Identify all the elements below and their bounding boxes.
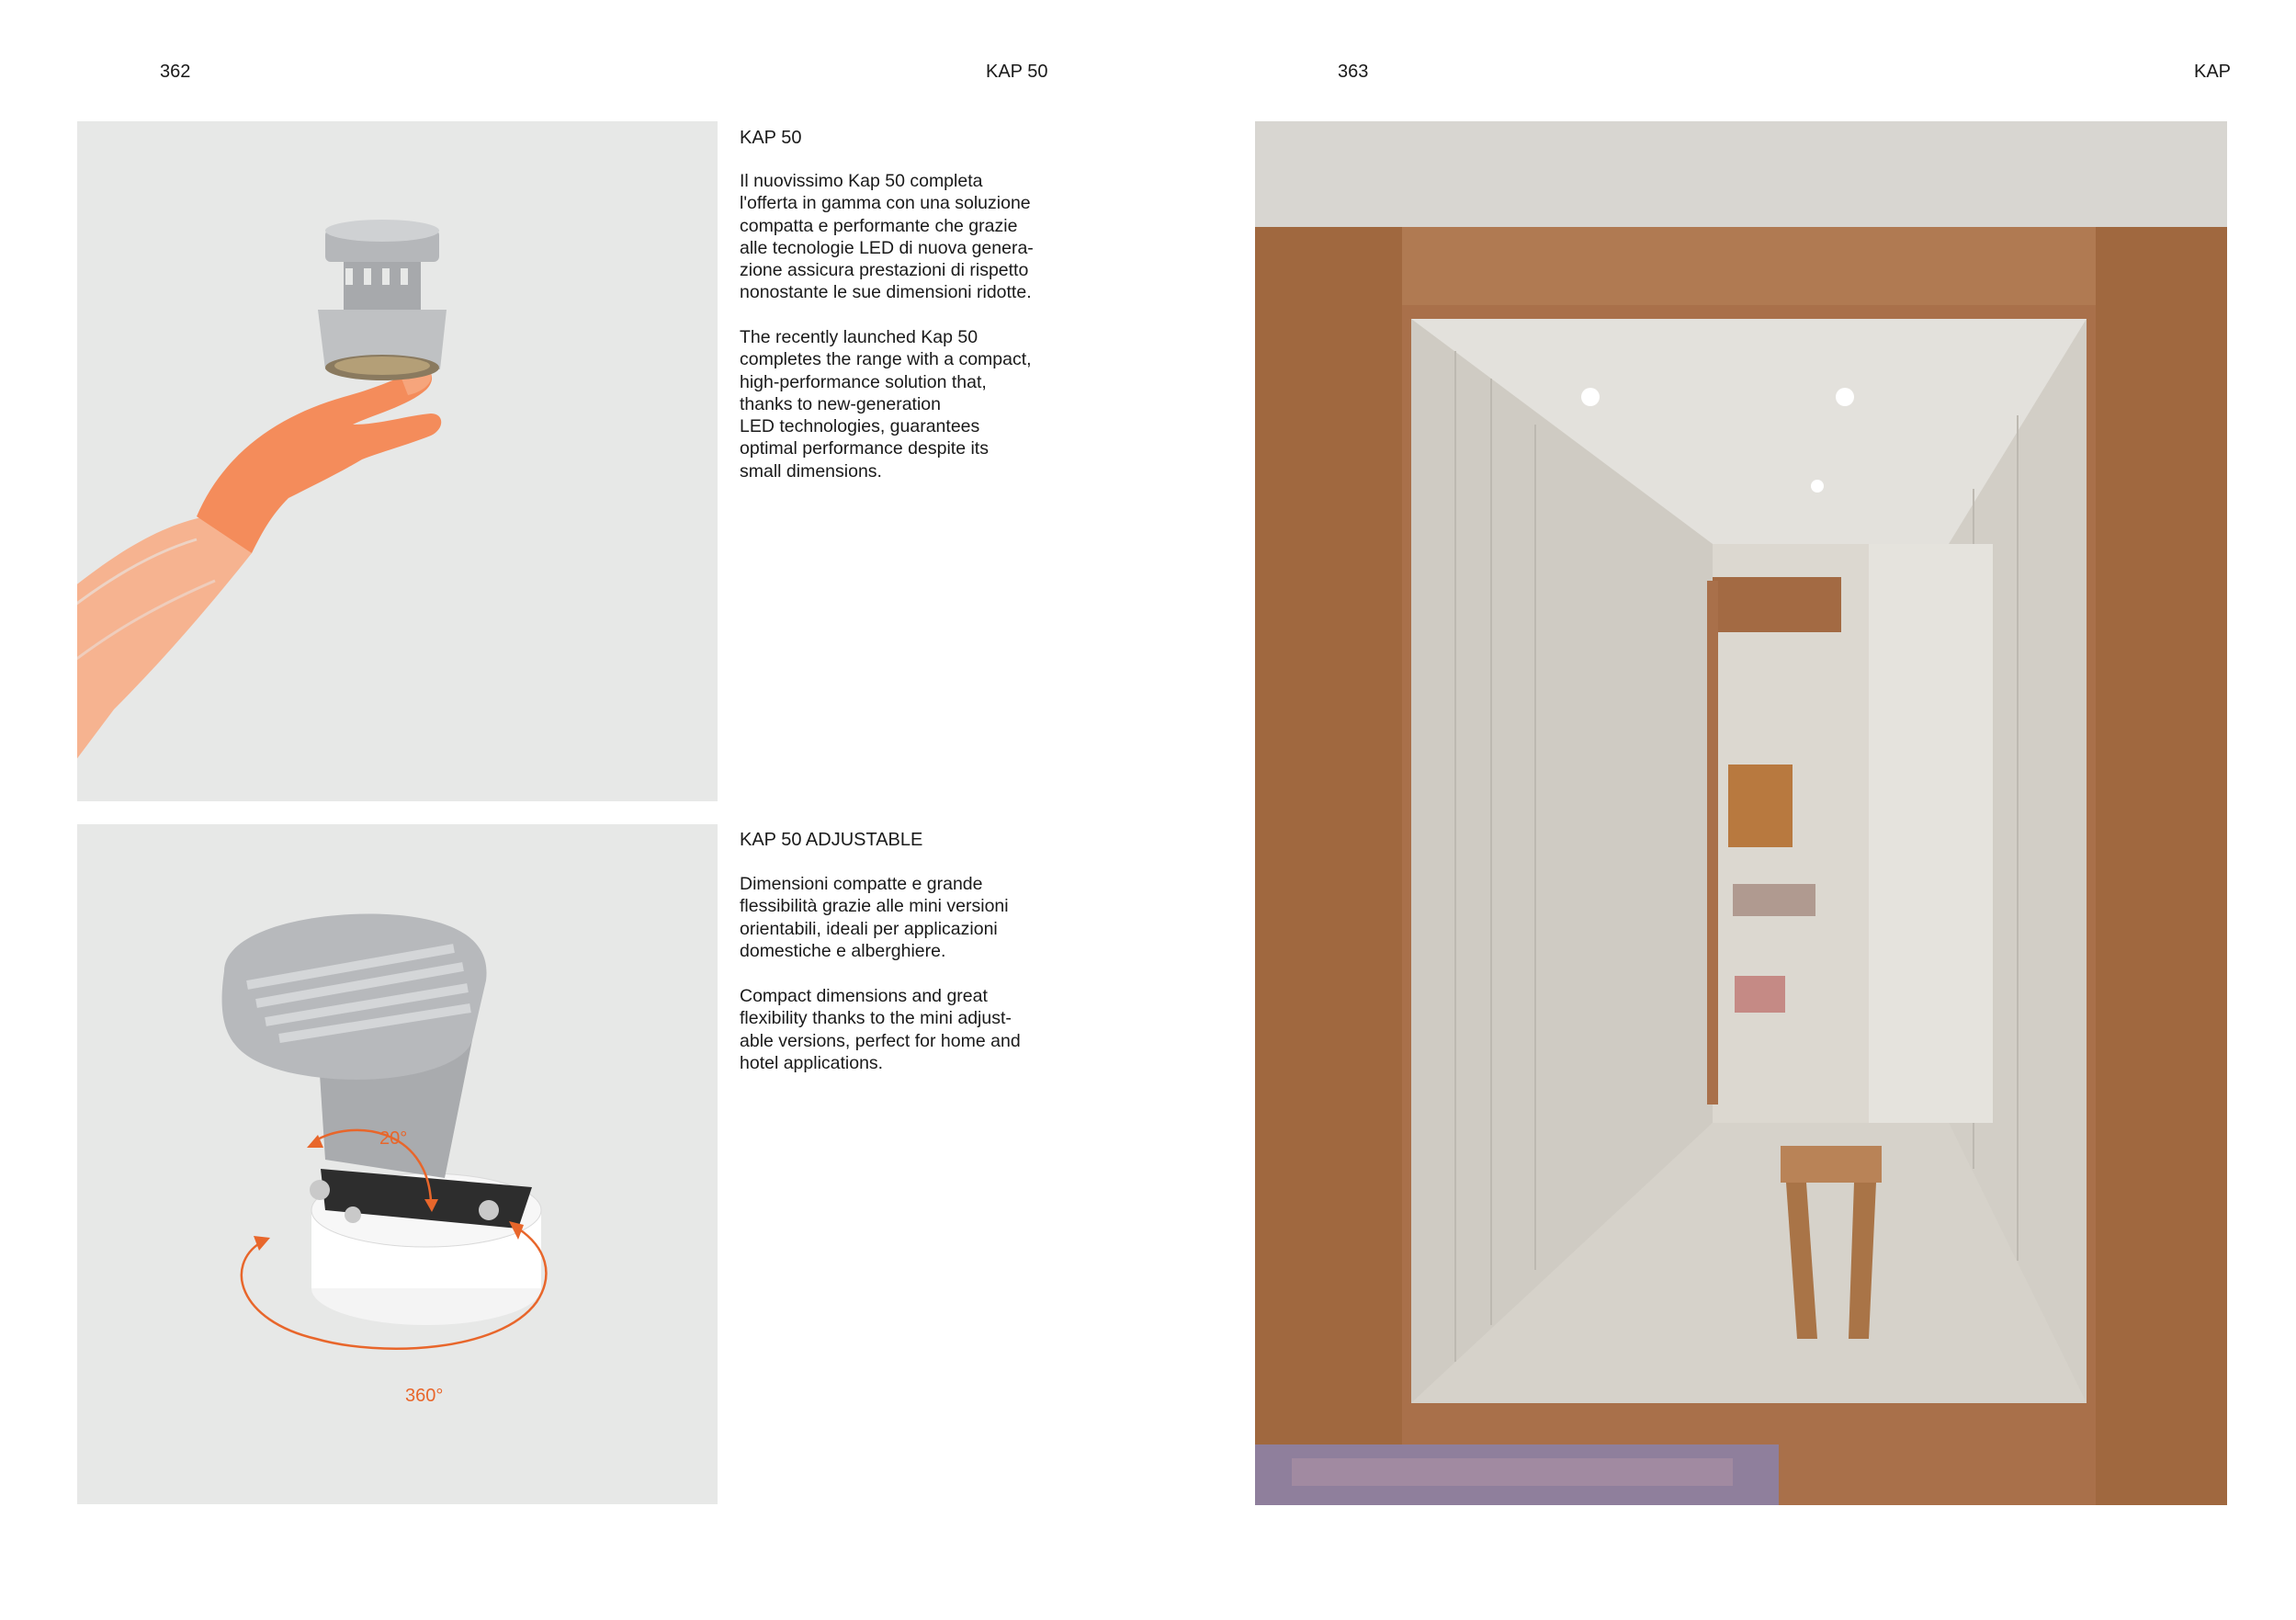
corridor-scene	[1255, 121, 2227, 1505]
interior-photo	[1255, 121, 2227, 1505]
product-image-kap50-adjustable	[77, 824, 718, 1504]
page-number-left: 362	[160, 62, 191, 82]
product-title-kap50-adjustable: KAP 50 ADJUSTABLE	[740, 830, 923, 850]
tilt-angle-label: 20°	[379, 1128, 408, 1149]
product-title-kap50: KAP 50	[740, 128, 802, 148]
description-english-kap50-adjustable: Compact dimensions and great flexibility thanks to the mini adjust- able versions, perfect for home and hotel applications.	[740, 986, 1021, 1073]
rotation-angle-label: 360°	[405, 1386, 444, 1406]
kap50-adjustable-illustration	[77, 824, 718, 1504]
description-italian-kap50-adjustable: Dimensioni compatte e grande flessibilità grazie alle mini versioni orientabili, ideali per applicazioni domestiche e alberghiere.	[740, 874, 1009, 961]
description-english-kap50: The recently launched Kap 50 completes the range with a compact, high-performance solution that, thanks to new-generation LED technologies, guarantees optimal performance despite its small dimensions.	[740, 327, 1032, 481]
page-number-right: 363	[1338, 62, 1369, 82]
kap50-hand-illustration	[77, 121, 718, 801]
description-italian-kap50: Il nuovissimo Kap 50 completa l'offerta in gamma con una soluzione compatta e performante che grazie alle tecnologie LED di nuova genera- zione assicura prestazioni di rispetto nonostante le sue dimensioni ridotte.	[740, 171, 1034, 303]
product-image-kap50	[77, 121, 718, 801]
page-header-left: KAP 50	[986, 62, 1048, 82]
page-header-right: KAP	[2194, 62, 2232, 82]
